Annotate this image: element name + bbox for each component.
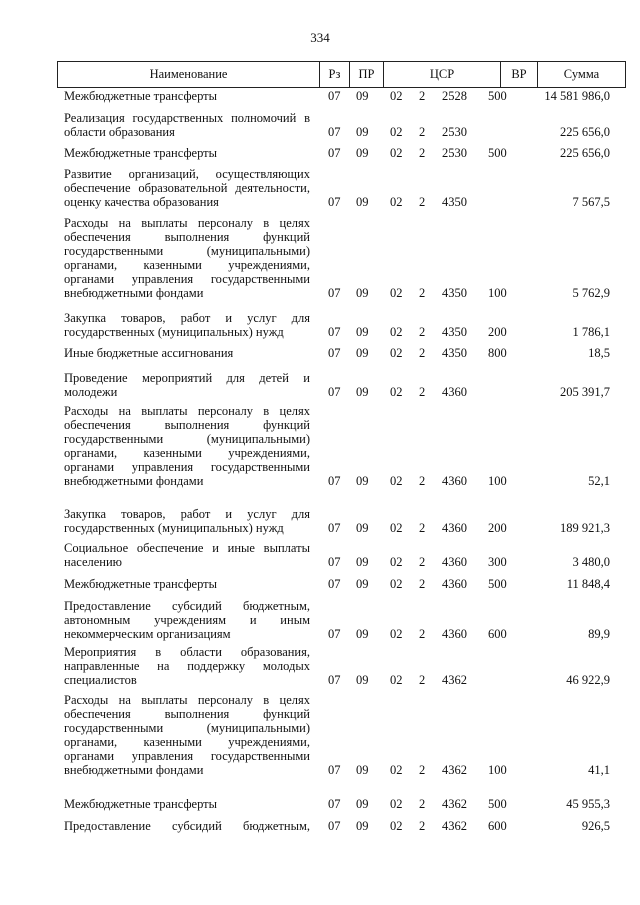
- cell-sum: 14 581 986,0: [544, 89, 610, 103]
- cell-pr: 09: [356, 673, 369, 687]
- cell-rz: 07: [328, 819, 341, 833]
- cell-c2: 2: [419, 89, 426, 103]
- row-name-line: обеспечения выполнения функций: [64, 707, 310, 721]
- row-name-line: органами управления государственными: [64, 460, 310, 474]
- cell-c1: 02: [390, 146, 403, 160]
- row-name: [64, 146, 310, 160]
- cell-rz: 07: [328, 325, 341, 339]
- cell-c2: 2: [419, 763, 426, 777]
- cell-sum: 11 848,4: [566, 577, 610, 591]
- cell-rz: 07: [328, 89, 341, 103]
- row-name-line: государственных (муниципальных) нужд: [64, 521, 284, 535]
- cell-c1: 02: [390, 555, 403, 569]
- row-name-line: органами, казенными учреждениями,: [64, 735, 310, 749]
- cell-c2: 2: [419, 797, 426, 811]
- cell-c2: 2: [419, 385, 426, 399]
- cell-c3: 4360: [442, 385, 467, 399]
- row-name: [64, 507, 310, 535]
- cell-sum: 5 762,9: [572, 286, 610, 300]
- row-name-line: Расходы на выплаты персоналу в целях: [64, 404, 310, 418]
- cell-c1: 02: [390, 763, 403, 777]
- cell-vr: 100: [488, 474, 507, 488]
- cell-pr: 09: [356, 346, 369, 360]
- cell-pr: 09: [356, 819, 369, 833]
- table-row: [0, 797, 640, 811]
- cell-vr: 200: [488, 521, 507, 535]
- cell-c3: 4350: [442, 346, 467, 360]
- table-row: [0, 346, 640, 360]
- cell-sum: 7 567,5: [572, 195, 610, 209]
- row-name-line: оценку качества образования: [64, 195, 219, 209]
- row-name-line: Расходы на выплаты персоналу в целях: [64, 216, 310, 230]
- cell-c2: 2: [419, 673, 426, 687]
- row-name-line: внебюджетными фондами: [64, 763, 204, 777]
- cell-c1: 02: [390, 346, 403, 360]
- row-name-line: Проведение мероприятий для детей и: [64, 371, 310, 385]
- row-name-line: Расходы на выплаты персоналу в целях: [64, 693, 310, 707]
- table-row: [0, 507, 640, 535]
- cell-c1: 02: [390, 195, 403, 209]
- row-name: [64, 371, 310, 399]
- row-name-line: Предоставление субсидий бюджетным,: [64, 599, 310, 613]
- cell-c3: 2528: [442, 89, 467, 103]
- cell-rz: 07: [328, 673, 341, 687]
- cell-rz: 07: [328, 627, 341, 641]
- cell-c2: 2: [419, 474, 426, 488]
- header-name: Наименование: [58, 62, 320, 87]
- cell-sum: 926,5: [581, 819, 610, 833]
- cell-c2: 2: [419, 819, 426, 833]
- cell-c1: 02: [390, 385, 403, 399]
- cell-sum: 41,1: [588, 763, 610, 777]
- table-row: [0, 819, 640, 833]
- page-number: 334: [310, 30, 330, 45]
- row-name-line: внебюджетными фондами: [64, 286, 204, 300]
- cell-c1: 02: [390, 521, 403, 535]
- cell-c2: 2: [419, 146, 426, 160]
- row-name-line: Мероприятия в области образования,: [64, 645, 310, 659]
- row-name-line: органами управления государственными: [64, 749, 310, 763]
- cell-c3: 4360: [442, 577, 467, 591]
- cell-c2: 2: [419, 195, 426, 209]
- row-name-line: государственными (муниципальными): [64, 721, 310, 735]
- cell-pr: 09: [356, 385, 369, 399]
- cell-sum: 52,1: [588, 474, 610, 488]
- row-name: [64, 167, 310, 209]
- cell-pr: 09: [356, 797, 369, 811]
- cell-c2: 2: [419, 627, 426, 641]
- cell-sum: 45 955,3: [566, 797, 610, 811]
- row-name-line: населению: [64, 555, 122, 569]
- cell-sum: 3 480,0: [572, 555, 610, 569]
- cell-c2: 2: [419, 125, 426, 139]
- row-name-line: Межбюджетные трансферты: [64, 89, 218, 103]
- cell-rz: 07: [328, 125, 341, 139]
- cell-c2: 2: [419, 346, 426, 360]
- cell-sum: 1 786,1: [572, 325, 610, 339]
- cell-c3: 4350: [442, 325, 467, 339]
- cell-sum: 46 922,9: [566, 673, 610, 687]
- cell-c2: 2: [419, 555, 426, 569]
- header-vr: ВР: [501, 62, 538, 87]
- row-name-line: Иные бюджетные ассигнования: [64, 346, 234, 360]
- header-rz: Рз: [320, 62, 350, 87]
- cell-c3: 2530: [442, 146, 467, 160]
- cell-vr: 500: [488, 146, 507, 160]
- cell-c1: 02: [390, 627, 403, 641]
- cell-c3: 4360: [442, 555, 467, 569]
- row-name-line: Социальное обеспечение и иные выплаты: [64, 541, 310, 555]
- cell-c3: 4350: [442, 195, 467, 209]
- cell-c3: 4360: [442, 627, 467, 641]
- table-row: [0, 645, 640, 687]
- row-name-line: Предоставление субсидий бюджетным,: [64, 819, 310, 833]
- cell-c1: 02: [390, 577, 403, 591]
- cell-c2: 2: [419, 325, 426, 339]
- row-name-line: некоммерческим организациям: [64, 627, 231, 641]
- cell-c2: 2: [419, 577, 426, 591]
- row-name: [64, 693, 310, 777]
- row-name-line: обеспечения выполнения функций: [64, 418, 310, 432]
- cell-rz: 07: [328, 797, 341, 811]
- table-header: [57, 61, 626, 88]
- cell-rz: 07: [328, 385, 341, 399]
- table-row: [0, 599, 640, 641]
- cell-pr: 09: [356, 195, 369, 209]
- cell-c1: 02: [390, 474, 403, 488]
- cell-c1: 02: [390, 286, 403, 300]
- cell-rz: 07: [328, 286, 341, 300]
- row-name: [64, 819, 310, 833]
- cell-vr: 500: [488, 797, 507, 811]
- cell-pr: 09: [356, 521, 369, 535]
- table-row: [0, 167, 640, 209]
- header-sum: Сумма: [563, 67, 600, 81]
- cell-c2: 2: [419, 521, 426, 535]
- table-row: [0, 693, 640, 777]
- header-pr: ПР: [350, 62, 384, 87]
- cell-rz: 07: [328, 146, 341, 160]
- row-name-line: Закупка товаров, работ и услуг для: [64, 311, 310, 325]
- cell-c1: 02: [390, 125, 403, 139]
- row-name-line: молодежи: [64, 385, 118, 399]
- cell-c3: 4362: [442, 797, 467, 811]
- row-name: [64, 577, 310, 591]
- table-row: [0, 311, 640, 339]
- row-name-line: Реализация государственных полномочий в: [64, 111, 310, 125]
- cell-pr: 09: [356, 577, 369, 591]
- cell-c3: 4360: [442, 474, 467, 488]
- row-name-line: автономным учреждениям и иным: [64, 613, 310, 627]
- table-row: [0, 371, 640, 399]
- cell-rz: 07: [328, 195, 341, 209]
- cell-rz: 07: [328, 555, 341, 569]
- cell-rz: 07: [328, 521, 341, 535]
- cell-sum: 225 656,0: [560, 146, 610, 160]
- row-name-line: Межбюджетные трансферты: [64, 577, 218, 591]
- cell-c1: 02: [390, 797, 403, 811]
- table-row: [0, 146, 640, 160]
- row-name-line: обеспечение образовательной деятельности,: [64, 181, 310, 195]
- row-name-line: специалистов: [64, 673, 137, 687]
- cell-pr: 09: [356, 555, 369, 569]
- cell-sum: 225 656,0: [560, 125, 610, 139]
- cell-vr: 300: [488, 555, 507, 569]
- cell-rz: 07: [328, 577, 341, 591]
- header-csr: ЦСР: [384, 62, 501, 87]
- cell-c3: 4362: [442, 673, 467, 687]
- row-name-line: органами, казенными учреждениями,: [64, 446, 310, 460]
- row-name-line: направленные на поддержку молодых: [64, 659, 310, 673]
- row-name-line: государственными (муниципальными): [64, 244, 310, 258]
- cell-c3: 2530: [442, 125, 467, 139]
- cell-c1: 02: [390, 819, 403, 833]
- cell-rz: 07: [328, 346, 341, 360]
- table-row: [0, 89, 640, 103]
- table-row: [0, 577, 640, 591]
- table-row: [0, 111, 640, 139]
- row-name-line: Закупка товаров, работ и услуг для: [64, 507, 310, 521]
- row-name-line: обеспечения выполнения функций: [64, 230, 310, 244]
- cell-rz: 07: [328, 763, 341, 777]
- cell-vr: 500: [488, 89, 507, 103]
- cell-pr: 09: [356, 763, 369, 777]
- cell-pr: 09: [356, 474, 369, 488]
- row-name: [64, 216, 310, 300]
- cell-c3: 4360: [442, 521, 467, 535]
- row-name-line: государственными (муниципальными): [64, 432, 310, 446]
- row-name-line: Межбюджетные трансферты: [64, 146, 218, 160]
- row-name: [64, 404, 310, 488]
- cell-sum: 189 921,3: [560, 521, 610, 535]
- cell-c1: 02: [390, 325, 403, 339]
- cell-c3: 4350: [442, 286, 467, 300]
- cell-c1: 02: [390, 89, 403, 103]
- row-name-line: области образования: [64, 125, 175, 139]
- cell-pr: 09: [356, 125, 369, 139]
- row-name: [64, 541, 310, 569]
- cell-c3: 4362: [442, 819, 467, 833]
- row-name-line: Развитие организаций, осуществляющих: [64, 167, 310, 181]
- row-name: [64, 346, 310, 360]
- cell-sum: 18,5: [588, 346, 610, 360]
- table-row: [0, 541, 640, 569]
- cell-pr: 09: [356, 146, 369, 160]
- row-name: [64, 797, 310, 811]
- row-name: [64, 311, 310, 339]
- cell-sum: 205 391,7: [560, 385, 610, 399]
- cell-pr: 09: [356, 325, 369, 339]
- cell-vr: 600: [488, 819, 507, 833]
- cell-c1: 02: [390, 673, 403, 687]
- row-name-line: органами управления государственными: [64, 272, 310, 286]
- row-name-line: государственных (муниципальных) нужд: [64, 325, 284, 339]
- cell-sum: 89,9: [588, 627, 610, 641]
- row-name: [64, 599, 310, 641]
- table-row: [0, 216, 640, 300]
- cell-vr: 500: [488, 577, 507, 591]
- cell-vr: 800: [488, 346, 507, 360]
- cell-vr: 100: [488, 763, 507, 777]
- cell-c2: 2: [419, 286, 426, 300]
- cell-pr: 09: [356, 627, 369, 641]
- row-name-line: органами, казенными учреждениями,: [64, 258, 310, 272]
- row-name-line: внебюджетными фондами: [64, 474, 204, 488]
- cell-vr: 600: [488, 627, 507, 641]
- cell-vr: 100: [488, 286, 507, 300]
- table-row: [0, 404, 640, 488]
- row-name: [64, 89, 310, 103]
- row-name: [64, 645, 310, 687]
- cell-rz: 07: [328, 474, 341, 488]
- row-name-line: Межбюджетные трансферты: [64, 797, 218, 811]
- cell-pr: 09: [356, 89, 369, 103]
- cell-c3: 4362: [442, 763, 467, 777]
- cell-vr: 200: [488, 325, 507, 339]
- row-name: [64, 111, 310, 139]
- cell-pr: 09: [356, 286, 369, 300]
